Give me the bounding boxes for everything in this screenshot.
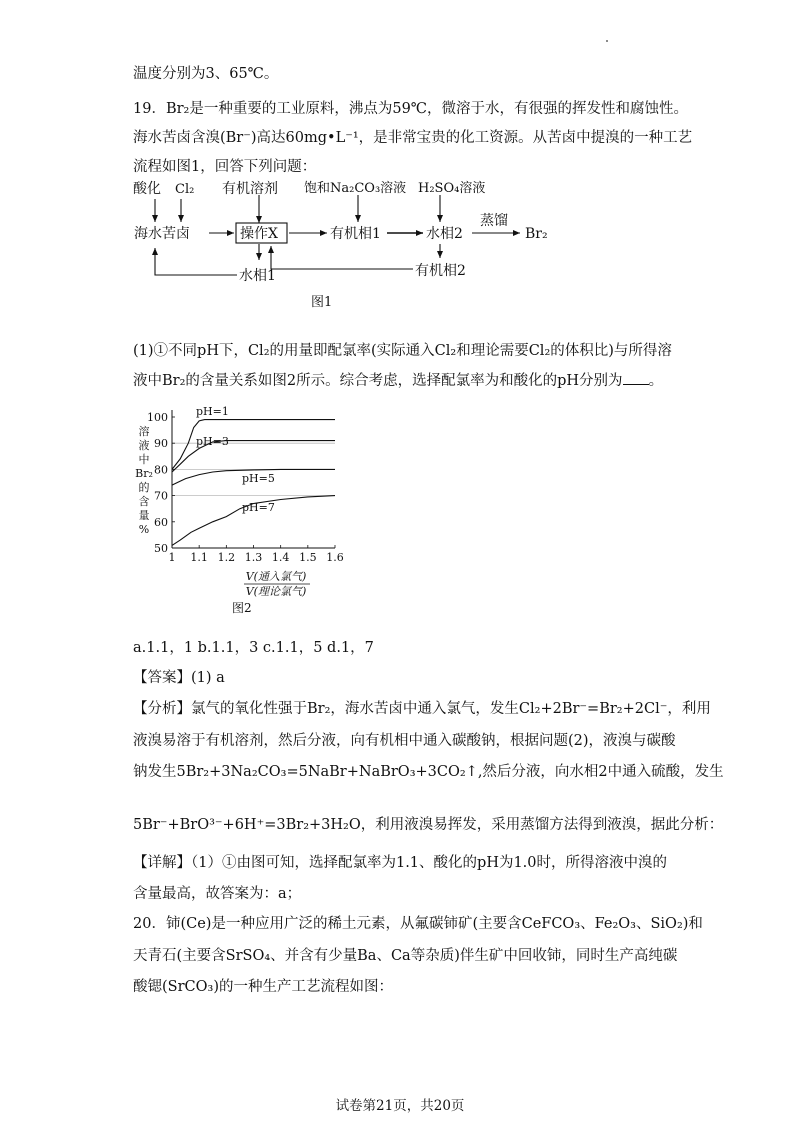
question-19-text: 19．Br₂是一种重要的工业原料，沸点为59℃，微溶于水，有很强的挥发性和腐蚀性。 [133, 101, 689, 117]
y-axis-label-char: 的 [138, 481, 150, 494]
x-tick-label: 1.3 [244, 551, 263, 564]
line-chart-figure2 [130, 398, 345, 620]
series-label-pH7: pH=7 [242, 501, 275, 514]
flow-diagram-figure1 [125, 180, 565, 315]
x-tick-label: 1 [168, 551, 176, 564]
y-axis-label-char: 含 [138, 495, 150, 508]
options-line: a.1.1，1 b.1.1，3 c.1.1，5 d.1，7 [133, 640, 374, 656]
organic-phase-1-label: 有机相1 [330, 226, 381, 242]
detail-text: 含量最高，故答案为：a； [133, 886, 302, 902]
y-axis-label-char: % [138, 523, 150, 536]
operation-x-label: 操作X [240, 226, 278, 242]
analysis-text: 液溴易溶于有机溶剂，然后分液，向有机相中通入碳酸钠，根据问题(2)，液溴与碳酸 [133, 733, 676, 749]
x-label-numerator: V(通入氯气) [245, 570, 307, 583]
y-tick-label: 90 [154, 437, 168, 451]
question-19-text: 流程如图1，回答下列问题： [133, 159, 317, 175]
question-1-text: (1)①不同pH下，Cl₂的用量即配氯率(实际通入Cl₂和理论需要Cl₂的体积比)与所得溶 [133, 343, 672, 359]
figure1-caption: 图1 [311, 295, 333, 310]
x-tick-label: 1.1 [190, 551, 208, 564]
analysis-text: 钠发生5Br₂+3Na₂CO₃=5NaBr+NaBrO₃+3CO₂↑,然后分液，向水相2中通入硫酸，发生 [133, 764, 724, 780]
water-phase-2-label: 水相2 [426, 226, 463, 242]
scan-speck [606, 40, 608, 42]
series-label-pH1: pH=1 [196, 405, 229, 418]
question-1-stem: 液中Br₂的含量关系如图2所示。综合考虑，选择配氯率为和酸化的pH分别为 [133, 373, 623, 389]
question-20-text: 酸锶(SrCO₃)的一种生产工艺流程如图： [133, 979, 393, 995]
analysis-text: 5Br⁻+BrO³⁻+6H⁺=3Br₂+3H₂O，利用液溴易挥发，采用蒸馏方法得到液溴，据此分析： [133, 817, 724, 833]
prev-answer-line: 温度分别为3、65℃。 [133, 66, 279, 82]
y-tick-label: 70 [154, 489, 168, 503]
y-tick-label: 80 [154, 463, 168, 477]
series-label-pH5: pH=5 [242, 472, 275, 485]
analysis-text: 【分析】氯气的氧化性强于Br₂，海水苦卤中通入氯气，发生Cl₂+2Br⁻=Br₂+2Cl⁻，利用 [133, 701, 711, 717]
water-phase-1-label: 水相1 [239, 268, 276, 284]
x-label-denominator: V(理论氯气) [245, 585, 307, 598]
br2-product-label: Br₂ [525, 226, 548, 242]
x-tick-label: 1.5 [299, 551, 317, 564]
question-1-text [133, 370, 663, 391]
series-label-pH3: pH=3 [196, 435, 229, 448]
cl2-label: Cl₂ [175, 182, 195, 197]
h2so4-label: H₂SO₄溶液 [418, 181, 486, 196]
y-axis-label-char: 中 [138, 453, 150, 466]
y-axis-label-char: 液 [138, 439, 150, 452]
y-axis-label-char: 溶 [138, 425, 150, 438]
question-20-text: 20．铈(Ce)是一种应用广泛的稀土元素，从氟碳铈矿(主要含CeFCO₃、Fe₂O₃、SiO₂)和 [133, 916, 703, 932]
x-tick-label: 1.2 [217, 551, 236, 564]
acidify-label: 酸化 [133, 181, 161, 197]
answer-line: 【答案】(1) a [133, 670, 225, 686]
organic-solvent-label: 有机溶剂 [222, 181, 278, 197]
y-axis-label-char: 量 [138, 509, 150, 522]
question-1-stem-end: 。 [648, 373, 664, 389]
y-tick-label: 60 [154, 515, 168, 529]
organic-phase-2-label: 有机相2 [415, 263, 466, 279]
y-tick-label: 50 [154, 542, 168, 555]
brine-label: 海水苦卤 [134, 226, 190, 242]
x-tick-label: 1.4 [271, 551, 290, 564]
distill-label: 蒸馏 [480, 213, 508, 229]
question-19-text: 海水苦卤含溴(Br⁻)高达60mg•L⁻¹，是非常宝贵的化工资源。从苦卤中提溴的一种工艺 [133, 130, 693, 146]
y-tick-label: 100 [147, 411, 168, 424]
x-tick-label: 1.6 [326, 551, 344, 564]
answer-blank [623, 370, 649, 385]
page-footer: 试卷第21页，共20页 [335, 1098, 465, 1114]
y-axis-label-char: Br₂ [135, 467, 153, 480]
question-20-text: 天青石(主要含SrSO₄、并含有少量Ba、Ca等杂质)伴生矿中回收铈，同时生产高纯碳 [133, 948, 678, 964]
figure2-caption: 图2 [232, 601, 252, 615]
detail-text: 【详解】（1）①由图可知，选择配氯率为1.1、酸化的pH为1.0时，所得溶液中溴的 [133, 855, 668, 871]
na2co3-label: 饱和Na₂CO₃溶液 [304, 181, 407, 196]
